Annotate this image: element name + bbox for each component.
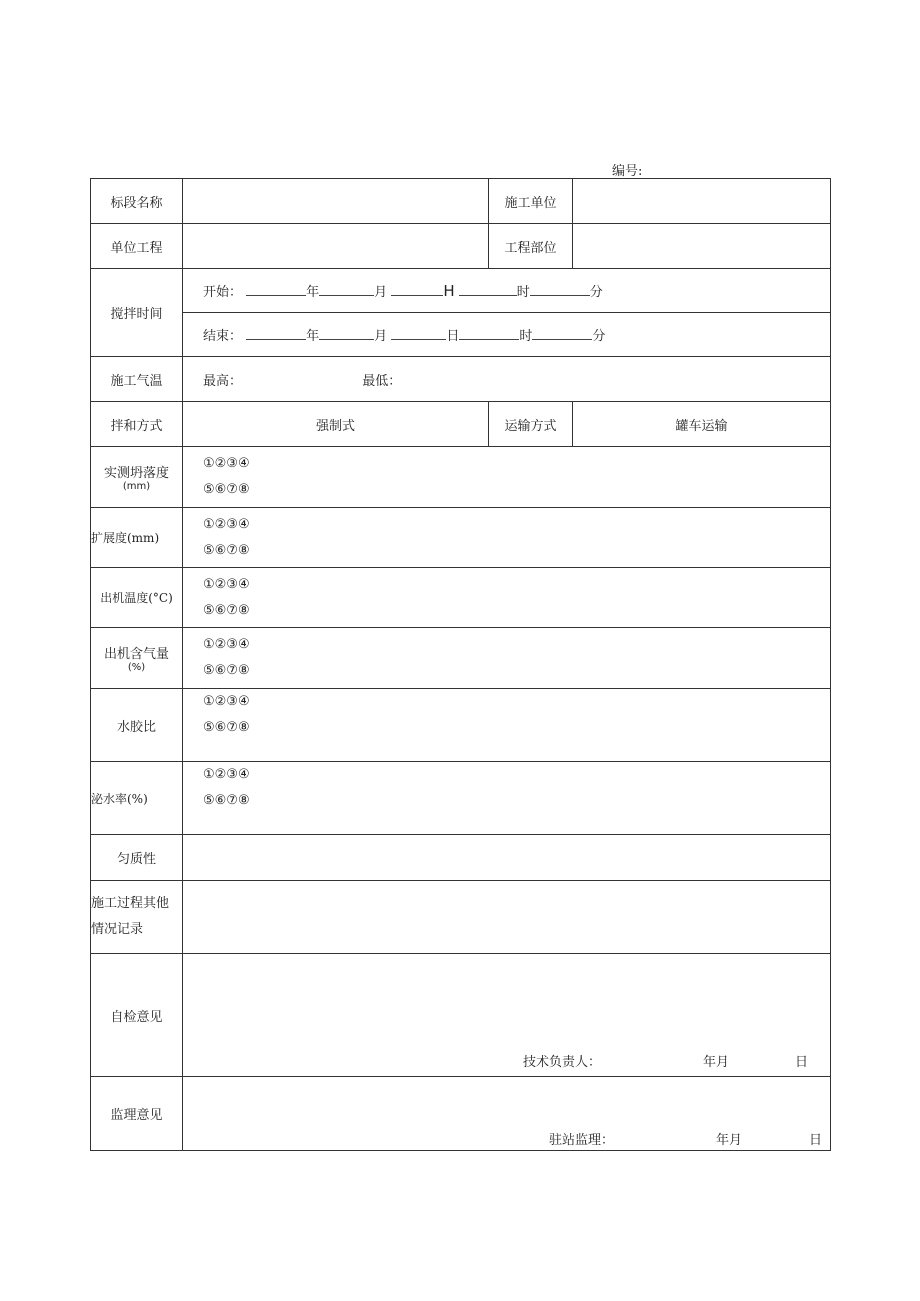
air-content-unit: (%)	[127, 662, 146, 673]
year-month-label: 年月	[703, 1055, 730, 1070]
outlet-temp-values[interactable]	[183, 568, 831, 628]
homogeneity-value[interactable]	[183, 835, 831, 881]
other-records-value[interactable]	[183, 881, 831, 954]
bleeding-label-text: 泌水率(%)	[91, 791, 148, 806]
transport-method-value: 罐车运输	[573, 402, 831, 447]
mixing-record-form	[90, 178, 831, 1151]
supervisor-label: 驻站监理：	[549, 1133, 615, 1148]
other-records-line-2: 情况记录	[91, 922, 144, 937]
air-content-label	[91, 628, 183, 689]
hour-char: 时	[519, 329, 533, 344]
minute-char: 分	[592, 329, 606, 344]
spread-label	[91, 508, 183, 568]
mixing-start-row[interactable]	[183, 269, 831, 313]
day-char: H	[443, 282, 455, 300]
end-minute-blank[interactable]	[532, 327, 592, 340]
air-content-values[interactable]	[183, 628, 831, 689]
mixing-time-label: 搅拌时间	[91, 269, 183, 357]
hour-char: 时	[516, 285, 530, 300]
slump-unit: (mm)	[122, 481, 151, 492]
start-minute-blank[interactable]	[530, 283, 590, 296]
month-char: 月	[374, 285, 388, 300]
bleeding-values[interactable]	[183, 762, 831, 835]
measure-1-4: ①②③④	[203, 767, 250, 782]
self-check-label: 自检意见	[91, 954, 183, 1077]
unit-project-label: 单位工程	[91, 224, 183, 269]
supervision-value[interactable]	[183, 1077, 831, 1151]
temperature-label: 施工气温	[91, 357, 183, 402]
year-char: 年	[306, 285, 320, 300]
spread-values[interactable]	[183, 508, 831, 568]
end-hour-blank[interactable]	[459, 327, 519, 340]
end-year-blank[interactable]	[246, 327, 306, 340]
temperature-row[interactable]	[183, 357, 831, 402]
temp-high-label: 最高：	[203, 373, 243, 389]
mixing-method-label: 拌和方式	[91, 402, 183, 447]
measure-5-8: ⑤⑥⑦⑧	[203, 482, 250, 497]
other-records-line-1: 施工过程其他	[91, 896, 170, 911]
day-label: 日	[809, 1133, 823, 1148]
measure-1-4: ①②③④	[203, 576, 250, 592]
section-name-value[interactable]	[183, 179, 489, 224]
year-char: 年	[306, 329, 320, 344]
measure-1-4: ①②③④	[203, 694, 250, 709]
supervision-label: 监理意见	[91, 1077, 183, 1151]
other-records-label	[91, 881, 183, 954]
measure-5-8: ⑤⑥⑦⑧	[203, 793, 250, 808]
outlet-temp-label	[91, 568, 183, 628]
construction-unit-value[interactable]	[573, 179, 831, 224]
year-month-label: 年月	[716, 1133, 743, 1148]
start-hour-blank[interactable]	[459, 283, 517, 296]
start-day-blank[interactable]	[391, 283, 443, 296]
start-month-blank[interactable]	[319, 283, 374, 296]
temp-low-label: 最低：	[362, 373, 402, 389]
start-year-blank[interactable]	[246, 283, 306, 296]
section-name-label: 标段名称	[91, 179, 183, 224]
mixing-end-row[interactable]	[183, 313, 831, 357]
unit-project-value[interactable]	[183, 224, 489, 269]
month-char: 月	[374, 329, 388, 344]
tech-lead-label: 技术负责人：	[523, 1055, 602, 1070]
measure-1-4: ①②③④	[203, 637, 250, 652]
measure-5-8: ⑤⑥⑦⑧	[203, 720, 250, 735]
slump-label-text: 实测坍落度	[103, 466, 169, 481]
minute-char: 分	[589, 285, 603, 300]
transport-method-label: 运输方式	[489, 402, 573, 447]
slump-label	[91, 447, 183, 508]
homogeneity-label: 匀质性	[91, 835, 183, 881]
project-part-label: 工程部位	[489, 224, 573, 269]
bleeding-label	[91, 762, 183, 835]
spread-label-text: 扩展度(mm)	[91, 531, 160, 545]
end-day-blank[interactable]	[391, 327, 446, 340]
end-label: 结束：	[203, 329, 243, 344]
measure-5-8: ⑤⑥⑦⑧	[203, 542, 250, 558]
outlet-temp-label-text: 出机温度(°C)	[100, 591, 173, 605]
start-label: 开始：	[203, 285, 243, 300]
end-month-blank[interactable]	[319, 327, 374, 340]
wb-ratio-label: 水胶比	[91, 689, 183, 762]
measure-5-8: ⑤⑥⑦⑧	[203, 602, 250, 618]
construction-unit-label: 施工单位	[489, 179, 573, 224]
measure-1-4: ①②③④	[203, 456, 250, 471]
air-content-label-text: 出机含气量	[103, 647, 169, 662]
measure-1-4: ①②③④	[203, 516, 250, 532]
day-label: 日	[795, 1055, 809, 1070]
wb-ratio-values[interactable]	[183, 689, 831, 762]
mixing-method-value: 强制式	[183, 402, 489, 447]
measure-5-8: ⑤⑥⑦⑧	[203, 663, 250, 678]
slump-values[interactable]	[183, 447, 831, 508]
serial-number-label: 编号:	[612, 164, 643, 179]
day-char: 日	[446, 329, 460, 344]
project-part-value[interactable]	[573, 224, 831, 269]
self-check-value[interactable]	[183, 954, 831, 1077]
